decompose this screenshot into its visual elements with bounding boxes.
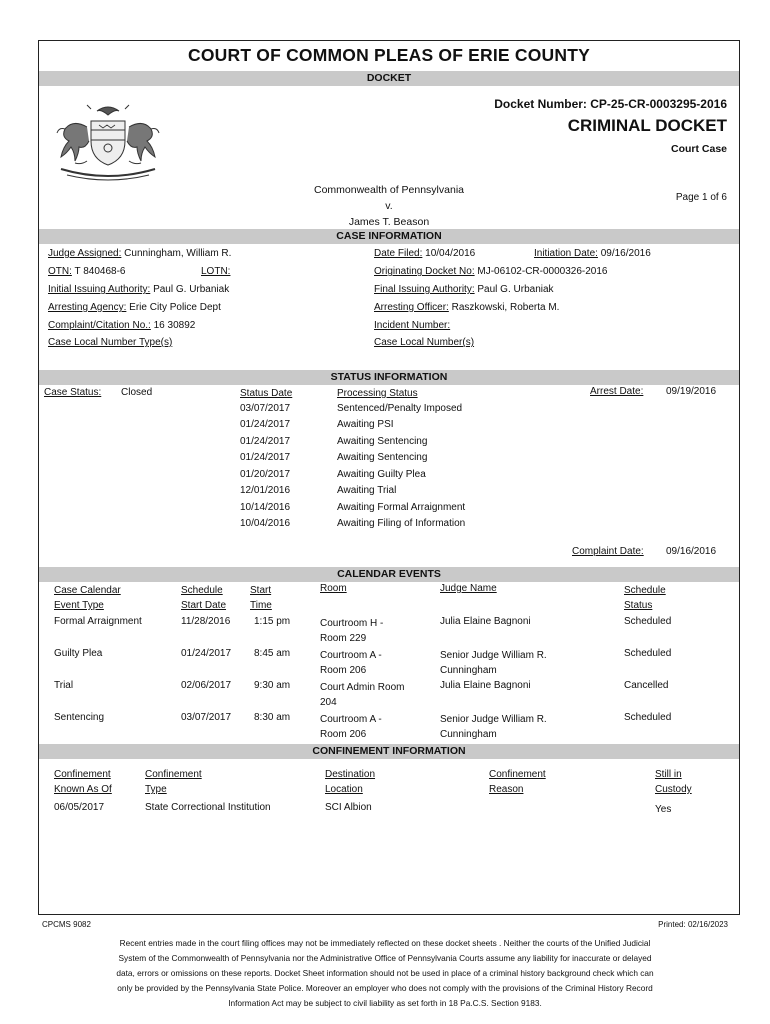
confinement-header-reason bbox=[489, 767, 546, 797]
docket-type: CRIMINAL DOCKET bbox=[567, 116, 727, 135]
status-row-date: 10/04/2016 bbox=[240, 518, 291, 529]
status-row-date: 03/07/2017 bbox=[240, 403, 291, 414]
printed-date: Printed: 02/16/2023 bbox=[658, 920, 728, 929]
room-line: Court Admin Room bbox=[320, 682, 405, 693]
calendar-event: Sentencing bbox=[54, 712, 105, 723]
lotn-label: LOTN: bbox=[201, 266, 231, 277]
disclaimer bbox=[60, 936, 710, 1011]
calendar-judge: Julia Elaine Bagnoni bbox=[440, 680, 531, 691]
date-filed-label: Date Filed: bbox=[374, 248, 423, 259]
header-line: Known As Of bbox=[54, 784, 112, 795]
header-line: Schedule bbox=[624, 585, 666, 596]
case-local-number-label: Case Local Number(s) bbox=[374, 337, 475, 348]
confinement-header-known bbox=[54, 767, 112, 797]
originating-docket bbox=[374, 266, 607, 277]
calendar-time: 8:45 am bbox=[254, 648, 291, 659]
judge-assigned bbox=[48, 248, 231, 259]
judge-line: Cunningham bbox=[440, 665, 497, 676]
header-line: Time bbox=[250, 600, 272, 611]
header-line: Still in bbox=[655, 769, 682, 780]
final-auth-value: Paul G. Urbaniak bbox=[477, 284, 554, 295]
form-id: CPCMS 9082 bbox=[42, 920, 91, 929]
room-line: 204 bbox=[320, 697, 337, 708]
arresting-officer-label: Arresting Officer: bbox=[374, 302, 449, 313]
otn-value: T 840468-6 bbox=[74, 266, 126, 277]
header-line: Status bbox=[624, 600, 653, 611]
header-line: Start bbox=[250, 585, 272, 596]
header-line: Reason bbox=[489, 784, 524, 795]
confinement-header-destination bbox=[325, 767, 375, 797]
calendar-header-event bbox=[54, 583, 121, 613]
confinement-known-as-of: 06/05/2017 bbox=[54, 802, 105, 813]
initiation-label: Initiation Date: bbox=[534, 248, 598, 259]
header-line: Destination bbox=[325, 769, 376, 780]
calendar-event: Formal Arraignment bbox=[54, 616, 142, 627]
calendar-event: Trial bbox=[54, 680, 74, 691]
calendar-room bbox=[320, 648, 382, 678]
caption-plaintiff: Commonwealth of Pennsylvania bbox=[314, 184, 464, 196]
status-row-status: Awaiting Formal Arraignment bbox=[337, 502, 466, 513]
status-row-status: Awaiting PSI bbox=[337, 419, 394, 430]
arresting-officer bbox=[374, 302, 559, 313]
status-row-date: 01/20/2017 bbox=[240, 469, 291, 480]
complaint-label: Complaint/Citation No.: bbox=[48, 320, 151, 331]
calendar-status: Scheduled bbox=[624, 616, 672, 627]
judge-line: Senior Judge William R. bbox=[440, 650, 547, 661]
status-row-date: 01/24/2017 bbox=[240, 452, 291, 463]
complaint-date-label: Complaint Date: bbox=[572, 546, 644, 557]
arrest-date-value: 09/19/2016 bbox=[666, 386, 717, 397]
calendar-room bbox=[320, 712, 382, 742]
case-status-label: Case Status: bbox=[44, 387, 102, 398]
date-filed-value: 10/04/2016 bbox=[425, 248, 476, 259]
calendar-date: 11/28/2016 bbox=[181, 616, 231, 627]
header-line: Type bbox=[145, 784, 167, 795]
case-kind: Court Case bbox=[670, 143, 727, 155]
confinement-still-in-custody: Yes bbox=[655, 804, 672, 815]
judge-line: Senior Judge William R. bbox=[440, 714, 547, 725]
status-row-date: 01/24/2017 bbox=[240, 419, 291, 430]
room-line: Courtroom H - bbox=[320, 618, 384, 629]
docket-number: Docket Number: CP-25-CR-0003295-2016 bbox=[494, 97, 727, 111]
complaint-citation bbox=[48, 320, 195, 331]
room-line: Room 229 bbox=[320, 633, 367, 644]
caption-defendant: James T. Beason bbox=[348, 216, 430, 228]
calendar-room bbox=[320, 680, 404, 710]
calendar-judge: Julia Elaine Bagnoni bbox=[440, 616, 531, 627]
status-row-date: 12/01/2016 bbox=[240, 485, 291, 496]
calendar-date: 02/06/2017 bbox=[181, 680, 232, 691]
calendar-time: 1:15 pm bbox=[254, 616, 291, 627]
calendar-date: 01/24/2017 bbox=[181, 648, 232, 659]
processing-status-header: Processing Status bbox=[337, 388, 418, 399]
complaint-date-value: 09/16/2016 bbox=[666, 546, 717, 557]
arresting-agency bbox=[48, 302, 221, 313]
confinement-type: State Correctional Institution bbox=[145, 802, 271, 813]
status-row-date: 10/14/2016 bbox=[240, 502, 291, 513]
calendar-status: Cancelled bbox=[624, 680, 669, 691]
orig-docket-value: MJ-06102-CR-0000326-2016 bbox=[477, 266, 608, 277]
calendar-header-time bbox=[250, 583, 272, 613]
docket-bar: DOCKET bbox=[39, 71, 739, 86]
final-authority bbox=[374, 284, 554, 295]
status-row-status: Awaiting Trial bbox=[337, 485, 397, 496]
arresting-agency-label: Arresting Agency: bbox=[48, 302, 127, 313]
calendar-time: 8:30 am bbox=[254, 712, 291, 723]
otn-label: OTN: bbox=[48, 266, 72, 277]
status-row-status: Awaiting Guilty Plea bbox=[337, 469, 426, 480]
complaint-value: 16 30892 bbox=[153, 320, 196, 331]
header-line: Case Calendar bbox=[54, 585, 121, 596]
court-title: COURT OF COMMON PLEAS OF ERIE COUNTY bbox=[188, 45, 590, 65]
case-local-type-label: Case Local Number Type(s) bbox=[48, 337, 173, 348]
initial-auth-value: Paul G. Urbaniak bbox=[153, 284, 230, 295]
calendar-judge bbox=[440, 712, 547, 742]
room-line: Courtroom A - bbox=[320, 714, 382, 725]
header-line: Event Type bbox=[54, 600, 104, 611]
confinement-header-custody bbox=[655, 767, 692, 797]
disclaimer-line: only be provided by the Pennsylvania State Police. Moreover an employer who does not comply with the provisions of the Criminal History Record bbox=[117, 983, 653, 993]
header-line: Confinement bbox=[145, 769, 202, 780]
calendar-bar: CALENDAR EVENTS bbox=[39, 567, 739, 582]
status-info-bar: STATUS INFORMATION bbox=[39, 370, 739, 385]
otn bbox=[48, 266, 125, 277]
judge-label: Judge Assigned: bbox=[48, 248, 122, 259]
calendar-date: 03/07/2017 bbox=[181, 712, 232, 723]
header-line: Confinement bbox=[489, 769, 546, 780]
arrest-date-label: Arrest Date: bbox=[590, 386, 644, 397]
calendar-status: Scheduled bbox=[624, 648, 672, 659]
judge-value: Cunningham, William R. bbox=[124, 248, 232, 259]
case-info-bar: CASE INFORMATION bbox=[39, 229, 739, 244]
status-row-status: Awaiting Sentencing bbox=[337, 436, 428, 447]
initial-auth-label: Initial Issuing Authority: bbox=[48, 284, 151, 295]
calendar-event: Guilty Plea bbox=[54, 648, 103, 659]
header-line: Start Date bbox=[181, 600, 227, 611]
status-row-date: 01/24/2017 bbox=[240, 436, 291, 447]
arresting-agency-value: Erie City Police Dept bbox=[129, 302, 221, 313]
incident-number-label: Incident Number: bbox=[374, 320, 451, 331]
calendar-header-start-date bbox=[181, 583, 226, 613]
confinement-header-type bbox=[145, 767, 202, 797]
caption-versus: v. bbox=[385, 200, 393, 212]
final-auth-label: Final Issuing Authority: bbox=[374, 284, 475, 295]
status-row-status: Awaiting Filing of Information bbox=[337, 518, 466, 529]
calendar-header-room: Room bbox=[320, 583, 347, 594]
header-line: Schedule bbox=[181, 585, 223, 596]
arresting-officer-value: Raszkowski, Roberta M. bbox=[451, 302, 560, 313]
disclaimer-line: Information Act may be subject to civil liability as set forth in 18 Pa.C.S. Section 9183. bbox=[228, 998, 542, 1008]
calendar-status: Scheduled bbox=[624, 712, 672, 723]
disclaimer-line: System of the Commonwealth of Pennsylvania nor the Administrative Office of Pennsylvania Courts assume any liability for inaccurate or delayed bbox=[118, 953, 652, 963]
room-line: Courtroom A - bbox=[320, 650, 382, 661]
calendar-header-status bbox=[624, 583, 666, 613]
room-line: Room 206 bbox=[320, 729, 367, 740]
calendar-room bbox=[320, 616, 383, 646]
header-line: Custody bbox=[655, 784, 692, 795]
disclaimer-line: data, errors or omissions on these reports. Docket Sheet information should not be used in place of a criminal history background check which can bbox=[116, 968, 654, 978]
case-caption bbox=[239, 182, 539, 230]
initial-authority bbox=[48, 284, 229, 295]
date-filed bbox=[374, 248, 475, 259]
pennsylvania-seal-icon bbox=[47, 103, 169, 183]
case-status-value: Closed bbox=[121, 387, 153, 398]
docket-frame bbox=[38, 40, 740, 915]
calendar-judge bbox=[440, 648, 547, 678]
status-date-header: Status Date bbox=[240, 388, 293, 399]
orig-docket-label: Originating Docket No: bbox=[374, 266, 475, 277]
calendar-time: 9:30 am bbox=[254, 680, 291, 691]
status-row-status: Awaiting Sentencing bbox=[337, 452, 428, 463]
header-line: Location bbox=[325, 784, 363, 795]
calendar-header-judge: Judge Name bbox=[440, 583, 497, 594]
confinement-destination: SCI Albion bbox=[325, 802, 372, 813]
initiation-value: 09/16/2016 bbox=[600, 248, 651, 259]
judge-line: Cunningham bbox=[440, 729, 497, 740]
initiation-date bbox=[534, 248, 651, 259]
room-line: Room 206 bbox=[320, 665, 367, 676]
status-row-status: Sentenced/Penalty Imposed bbox=[337, 403, 463, 414]
page-indicator: Page 1 of 6 bbox=[675, 192, 727, 203]
disclaimer-line: Recent entries made in the court filing offices may not be immediately reflected on these docket sheets . Neither the courts of the Unified Judicial bbox=[119, 938, 651, 948]
confinement-bar: CONFINEMENT INFORMATION bbox=[39, 744, 739, 759]
header-line: Confinement bbox=[54, 769, 111, 780]
